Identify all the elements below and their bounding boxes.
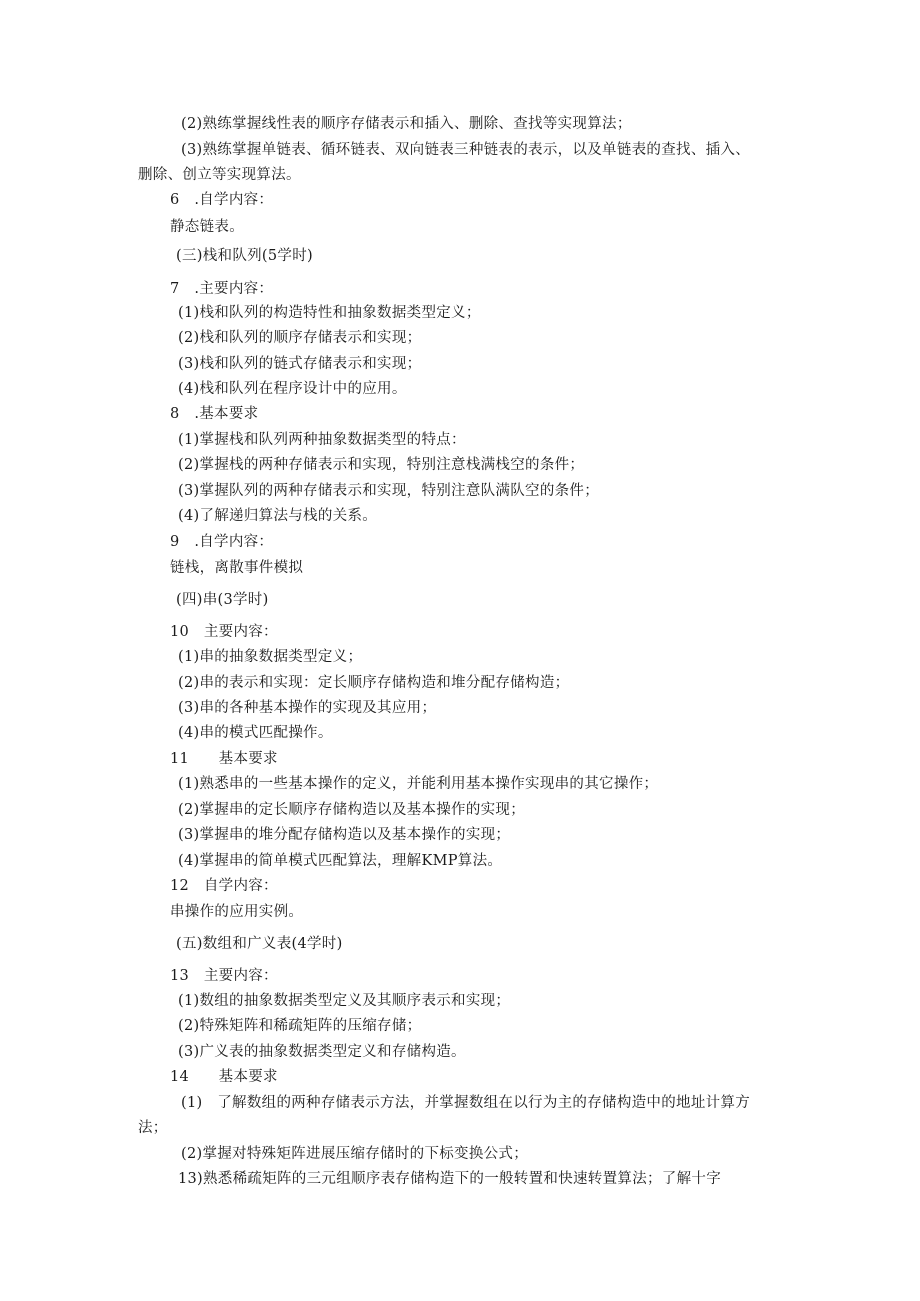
text-line: 9 .自学内容： bbox=[170, 534, 274, 550]
text-line: (3)掌握队列的两种存储表示和实现，特别注意队满队空的条件； bbox=[178, 483, 600, 499]
text-line: 8 .基本要求 bbox=[170, 406, 259, 422]
text-line: (4)掌握串的简单模式匹配算法，理解KMP算法。 bbox=[178, 853, 503, 869]
text-line: (2)掌握对特殊矩阵进展压缩存储时的下标变换公式； bbox=[181, 1146, 529, 1162]
text-line: 10 主要内容： bbox=[170, 624, 278, 640]
text-line: 13 主要内容： bbox=[170, 968, 278, 984]
text-line: 静态链表。 bbox=[170, 219, 244, 235]
text-line: (3)熟练掌握单链表、循环链表、双向链表三种链表的表示，以及单链表的查找、插入、 bbox=[181, 142, 751, 158]
text-line: (2)掌握栈的两种存储表示和实现，特别注意栈满栈空的条件； bbox=[178, 457, 585, 473]
text-line: (4)了解递归算法与栈的关系。 bbox=[178, 508, 378, 524]
text-line: (3)广义表的抽象数据类型定义和存储构造。 bbox=[178, 1044, 466, 1060]
text-line: (4)栈和队列在程序设计中的应用。 bbox=[178, 381, 407, 397]
text-line: (2)栈和队列的顺序存储表示和实现； bbox=[178, 330, 422, 346]
text-line: 串操作的应用实例。 bbox=[170, 904, 304, 920]
text-line: (1)栈和队列的构造特性和抽象数据类型定义； bbox=[178, 305, 481, 321]
text-line: 删除、创立等实现算法。 bbox=[138, 167, 301, 183]
text-line: 7 .主要内容： bbox=[170, 281, 274, 297]
text-line: (2)熟练掌握线性表的顺序存储表示和插入、删除、查找等实现算法； bbox=[181, 116, 632, 132]
text-line: 法； bbox=[138, 1120, 168, 1136]
text-line: (1)掌握栈和队列两种抽象数据类型的特点： bbox=[178, 432, 466, 448]
section-heading: (四)串(3学时) bbox=[176, 592, 269, 608]
text-line: 链栈，离散事件模拟 bbox=[170, 560, 304, 576]
text-line: (4)串的模式匹配操作。 bbox=[178, 725, 333, 741]
text-line: (3)掌握串的堆分配存储构造以及基本操作的实现； bbox=[178, 827, 511, 843]
text-line: (3)串的各种基本操作的实现及其应用； bbox=[178, 700, 437, 716]
text-line: (1) 了解数组的两种存储表示方法，并掌握数组在以行为主的存储构造中的地址计算方 bbox=[181, 1095, 751, 1111]
text-line: 14 基本要求 bbox=[170, 1069, 278, 1085]
section-heading: (五)数组和广义表(4学时) bbox=[176, 936, 343, 952]
text-line: (3)栈和队列的链式存储表示和实现； bbox=[178, 356, 422, 372]
text-line: 11 基本要求 bbox=[170, 751, 278, 767]
text-line: (2)特殊矩阵和稀疏矩阵的压缩存储； bbox=[178, 1018, 422, 1034]
text-line: (1)熟悉串的一些基本操作的定义，并能利用基本操作实现串的其它操作； bbox=[178, 776, 659, 792]
section-heading: (三)栈和队列(5学时) bbox=[176, 248, 313, 264]
text-line: (2)串的表示和实现：定长顺序存储构造和堆分配存储构造； bbox=[178, 675, 570, 691]
text-line: 12 自学内容： bbox=[170, 878, 278, 894]
text-line: 6 .自学内容： bbox=[170, 192, 274, 208]
text-line: (1)数组的抽象数据类型定义及其顺序表示和实现； bbox=[178, 993, 511, 1009]
text-line: 13)熟悉稀疏矩阵的三元组顺序表存储构造下的一般转置和快速转置算法；了解十字 bbox=[178, 1171, 722, 1187]
text-line: (2)掌握串的定长顺序存储构造以及基本操作的实现； bbox=[178, 802, 526, 818]
text-line: (1)串的抽象数据类型定义； bbox=[178, 649, 363, 665]
